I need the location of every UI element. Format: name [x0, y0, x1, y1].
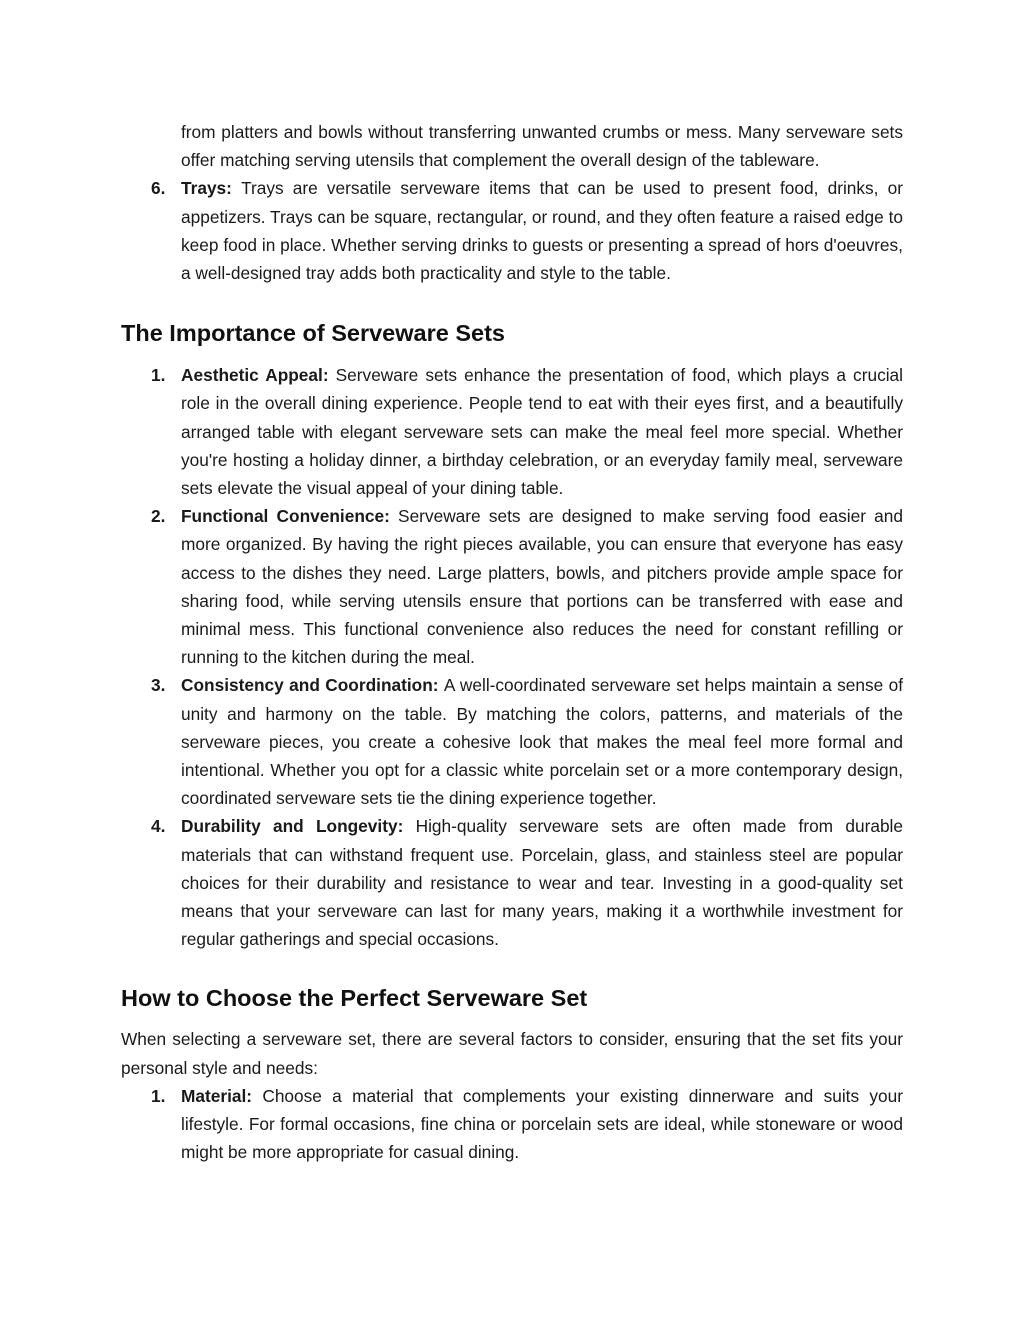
list-number: 4. [151, 816, 166, 837]
list-item-durability-longevity [121, 812, 903, 953]
list-item-text: Trays are versatile serveware items that can be used to present food, drinks, or appetizers. Trays can be square, rectangular, or round, and they often feature a raised edge to keep food in place. Whether serving drinks to guests or presenting a spread of hors d'oeuvres, a well-designed tray adds both practicality and style to the table. [181, 178, 903, 284]
list-item-lead: Trays: [181, 178, 242, 199]
list-item-text: High-quality serveware sets are often made from durable materials that can withstand frequent use. Porcelain, glass, and stainless steel are popular choices for their durability and resistance to wear and tear. Investing in a good-quality set means that your serveware can last for many years, making it a worthwhile investment for regular gatherings and special occasions. [181, 816, 903, 950]
list-item-lead: Material: [181, 1085, 263, 1106]
list-item-aesthetic-appeal [121, 361, 903, 502]
list-item-consistency-coordination [121, 671, 903, 812]
list-item-continuation [121, 118, 903, 174]
intro-paragraph: When selecting a serveware set, there are several factors to consider, ensuring that the set fits your personal style and needs: [121, 1029, 903, 1078]
document-page [121, 118, 903, 1167]
list-item-lead: Functional Convenience: [181, 506, 399, 527]
list-number: 6. [151, 178, 166, 199]
list-item-text: Serveware sets enhance the presentation of food, which plays a crucial role in the overall dining experience. People tend to eat with their eyes first, and a beautifully arranged table with elegant serveware sets can make the meal feel more special. Whether you're hosting a holiday dinner, a birthday celebration, or an everyday family meal, serveware sets elevate the visual appeal of your dining table. [181, 365, 903, 499]
list-item-material [121, 1082, 903, 1167]
list-item-functional-convenience [121, 502, 903, 671]
list-item-text: A well-coordinated serveware set helps maintain a sense of unity and harmony on the table. By matching the colors, patterns, and materials of the serveware pieces, you create a cohesive look that makes the meal feel more formal and intentional. Whether you opt for a classic white porcelain set or a more contemporary design, coordinated serveware sets tie the dining experience together. [181, 675, 903, 809]
list-number: 2. [151, 506, 166, 527]
section-heading-importance: The Importance of Serveware Sets [121, 320, 505, 347]
list-item-lead: Aesthetic Appeal: [181, 365, 336, 386]
continuation-text: from platters and bowls without transferring unwanted crumbs or mess. Many serveware sets offer matching serving utensils that complement the overall design of the tableware. [181, 122, 903, 171]
list-number: 3. [151, 675, 166, 696]
section-heading-choose: How to Choose the Perfect Serveware Set [121, 985, 588, 1012]
list-item-lead: Consistency and Coordination: [181, 675, 444, 696]
list-item-lead: Durability and Longevity: [181, 816, 416, 837]
list-item-text: Choose a material that complements your existing dinnerware and suits your lifestyle. For formal occasions, fine china or porcelain sets are ideal, while stoneware or wood might be more appropriate for casual dining. [181, 1085, 903, 1163]
list-number: 1. [151, 365, 166, 386]
list-item-text: Serveware sets are designed to make serving food easier and more organized. By having the right pieces available, you can ensure that everyone has easy access to the dishes they need. Large platters, bowls, and pitchers provide ample space for sharing food, while serving utensils ensure that portions can be transferred with ease and minimal mess. This functional convenience also reduces the need for constant refilling or running to the kitchen during the meal. [181, 506, 904, 668]
list-number: 1. [151, 1085, 166, 1106]
list-item-trays [121, 174, 903, 287]
